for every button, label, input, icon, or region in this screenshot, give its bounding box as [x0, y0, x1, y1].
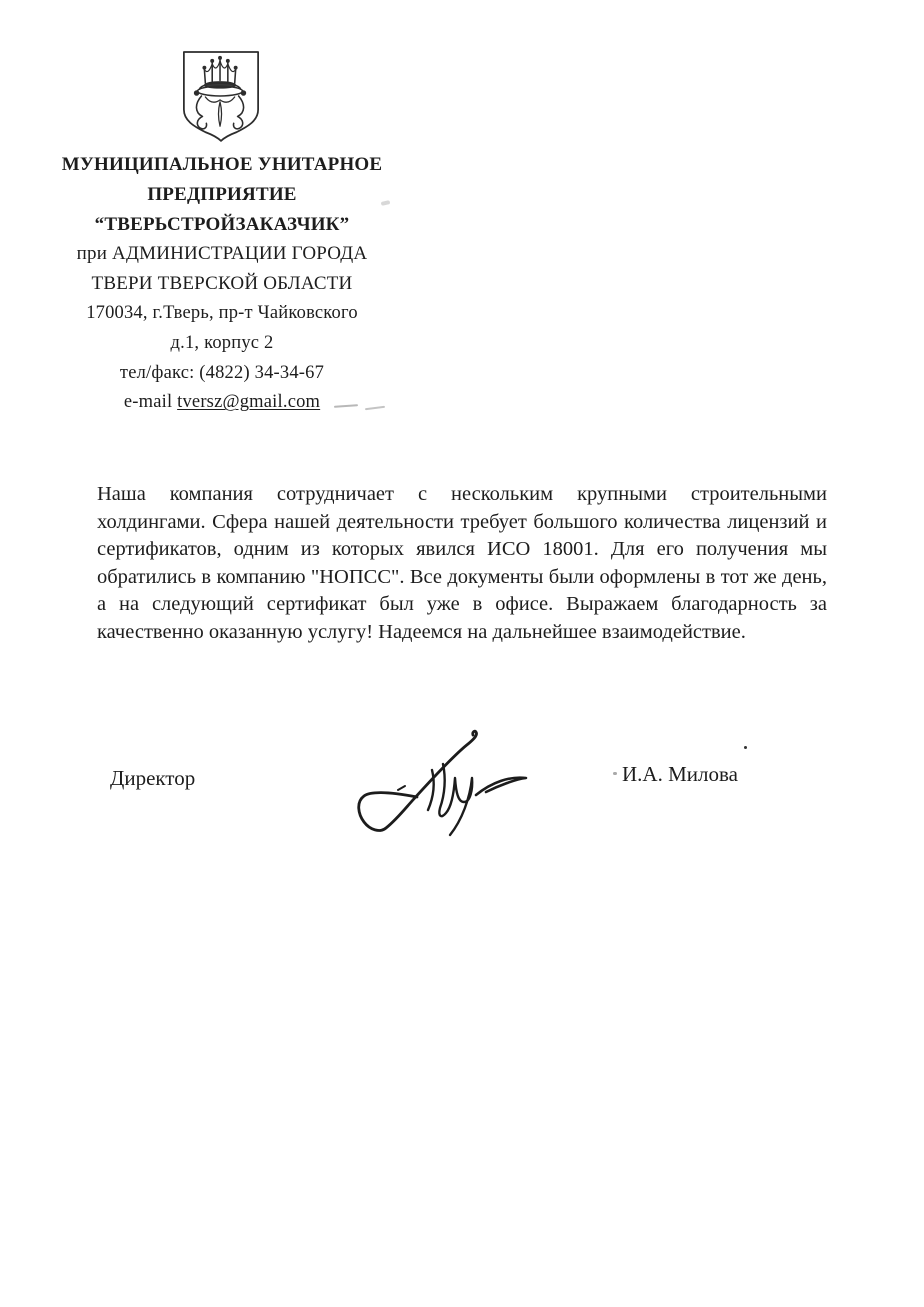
- letter-body-paragraph: Наша компания сотрудничает с нескольким крупными строительными холдингами. Сфера нашей деятельности требует большого количества лицензий и сертификатов, одним из которых явился ИСО 18001. Для его получения мы обратились в компанию "НОПСС". Все документы были оформлены в тот же день, а на следующий сертификат был уже в офисе. Выражаем благодарность за качественно оказанную услугу! Надеемся на дальнейшее взаимодействие.: [97, 483, 827, 643]
- org-name-line-5: ТВЕРИ ТВЕРСКОЙ ОБЛАСТИ: [91, 273, 353, 295]
- org-name-line-1: МУНИЦИПАЛЬНОЕ УНИТАРНОЕ: [61, 154, 383, 175]
- org-name-line-2: ПРЕДПРИЯТИЕ: [147, 183, 297, 205]
- address-line-2: д.1, корпус 2: [170, 332, 274, 353]
- handwritten-signature: [346, 720, 596, 840]
- email-line: [47, 388, 397, 418]
- signature-role: Директор: [110, 766, 196, 790]
- coat-of-arms-icon: [179, 48, 263, 142]
- org-name-line-4: при АДМИНИСТРАЦИИ ГОРОДА: [76, 243, 368, 265]
- address-line-1: 170034, г.Тверь, пр-т Чайковского: [86, 302, 358, 323]
- letterhead: [47, 150, 397, 418]
- org-name-line-3: “ТВЕРЬСТРОЙЗАКАЗЧИК”: [94, 213, 350, 235]
- signatory-name: И.А. Милова: [622, 762, 738, 786]
- scan-artifact-speck: [613, 772, 617, 775]
- scan-artifact-dot: [744, 746, 747, 749]
- email-label: e-mail: [123, 392, 178, 413]
- email-address: tversz@gmail.com: [177, 392, 321, 413]
- phone-line: тел/факс: (4822) 34-34-67: [119, 362, 325, 383]
